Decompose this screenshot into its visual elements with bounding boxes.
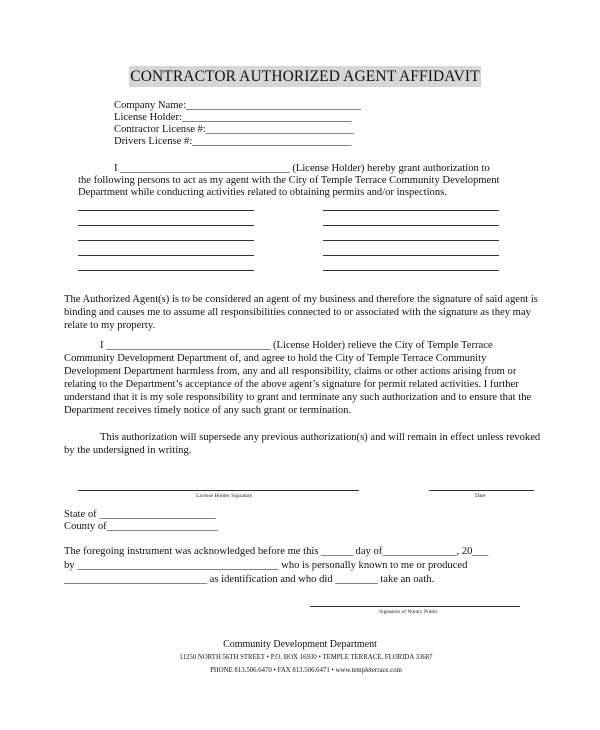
grant-line-2: the following persons to act as my agent with the City of Temple Terrace Community Development	[78, 175, 500, 186]
agent-line	[78, 240, 254, 241]
company-name-field: Company Name:_________________________________	[114, 100, 361, 111]
state-field: State of ______________________	[64, 509, 216, 520]
agent-line	[78, 270, 254, 271]
agent-line	[323, 270, 499, 271]
agent-line	[323, 225, 499, 226]
notary-line-2: by ______________________________________ who is personally known to me or produced	[64, 560, 468, 571]
supersede-line-2: by the undersigned in writing.	[64, 445, 192, 456]
relieve-line-3: Development Department harmless from, any and all responsibility, claims or other actions arising from or	[64, 366, 517, 377]
grant-line-1: I ________________________________ (License Holder) hereby grant authorization to	[114, 163, 490, 174]
agent-line	[78, 255, 254, 256]
agent-para-line-1: The Authorized Agent(s) is to be considered an agent of my business and therefore the signature of said agent is	[64, 294, 538, 305]
drivers-license-field: Drivers License #:______________________________	[114, 136, 352, 147]
footer-contact: PHONE 813.506.6470 • FAX 813.506.6471 • www.templeterrace.com	[210, 667, 402, 674]
license-holder-signature-label: License Holder Signature	[196, 493, 253, 499]
license-holder-signature-line	[78, 490, 359, 491]
agent-line	[78, 225, 254, 226]
date-line	[429, 490, 534, 491]
agent-line	[323, 240, 499, 241]
notary-signature-line	[310, 606, 520, 607]
relieve-line-5: understand that it is my sole responsibility to grant and terminate any such authorization and to ensure that the	[64, 392, 532, 403]
license-holder-field: License Holder:________________________________	[114, 112, 352, 123]
relieve-line-4: relating to the Department’s acceptance of the above agent’s signature for permit related activities. I further	[64, 379, 519, 390]
notary-signature-label: Signature of Notary Public	[379, 609, 439, 615]
agent-line	[323, 210, 499, 211]
supersede-line-1: This authorization will supersede any previous authorization(s) and will remain in effect unless revoked	[100, 432, 541, 443]
county-field: County of_____________________	[64, 521, 218, 532]
footer-address: 11250 NORTH 56TH STREET • P.O. BOX 16930 • TEMPLE TERRACE, FLORIDA 33687	[179, 654, 433, 661]
relieve-line-2: Community Development Department of, and agree to hold the City of Temple Terrace Community	[64, 353, 487, 364]
contractor-license-field: Contractor License #:____________________________	[114, 124, 355, 135]
agent-para-line-2: binding and causes me to assume all responsibilities connected to or associated with the signature as they may	[64, 307, 531, 318]
agent-line	[323, 255, 499, 256]
footer-department: Community Development Department	[223, 639, 377, 650]
grant-line-3: Department while conducting activities related to obtaining permits and/or inspections.	[78, 187, 447, 198]
agent-line	[78, 210, 254, 211]
agent-para-line-3: relate to my property.	[64, 320, 156, 331]
notary-line-1: The foregoing instrument was acknowledged before me this ______ day of______________, 20___	[64, 546, 489, 557]
date-label: Date	[475, 493, 486, 499]
notary-line-3: ___________________________ as identification and who did ________ take an oath.	[64, 574, 435, 585]
document-title: CONTRACTOR AUTHORIZED AGENT AFFIDAVIT	[130, 68, 480, 85]
relieve-line-6: Department receives timely notice of any such grant or termination.	[64, 405, 352, 416]
relieve-line-1: I _______________________________ (License Holder) relieve the City of Temple Terrace	[100, 340, 493, 351]
